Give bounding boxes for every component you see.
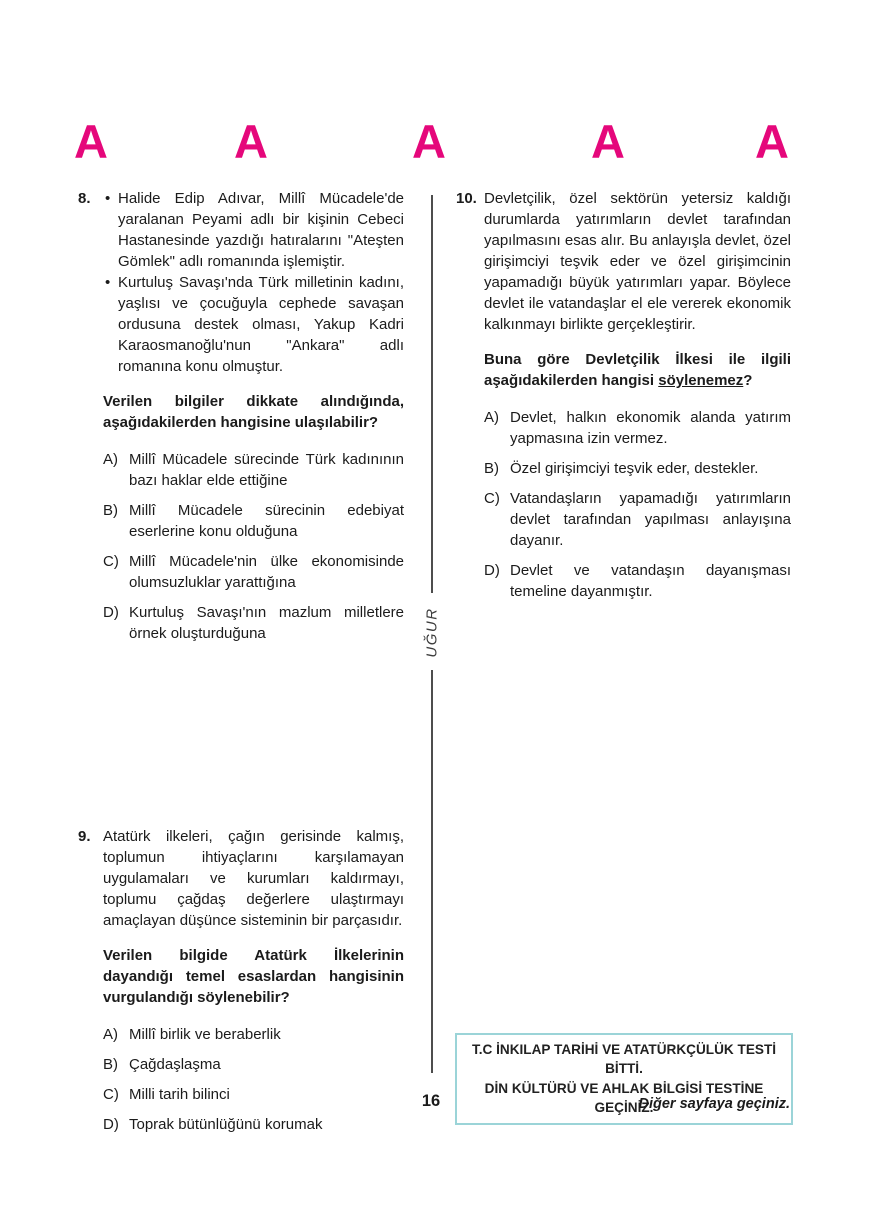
question-8-bullet-1	[103, 188, 404, 272]
option-label: A)	[484, 409, 499, 426]
question-10-number: 10.	[456, 190, 477, 207]
question-8-bullet-2	[103, 272, 404, 377]
booklet-letter: A	[591, 115, 625, 168]
question-9-stem: Verilen bilgide Atatürk İlkelerinin dayandığı temel esaslardan hangisinin vurgulandığı söylenebilir?	[103, 947, 404, 1006]
option-row	[103, 449, 404, 491]
option-text: Vatandaşların yapamadığı yatırımların devlet tarafından yapılması anlayışına dayanır.	[510, 490, 791, 549]
option-row	[484, 458, 791, 479]
bullet-icon: •	[105, 190, 111, 207]
option-text: Toprak bütünlüğünü korumak	[129, 1116, 323, 1133]
question-10-paragraph: Devletçilik, özel sektörün yetersiz kaldığı durumlarda yatırımların devlet tarafından yapılmasını esas alır. Bu anlayışla devlet, özel girişimciyi teşvik eder ve özel girişimcinin yapamadığı büyük yatırımları yapar. Böylece devlet ile vatandaşlar el ele vererek ekonomik kalkınmayı birlikte gerçekleştirir.	[484, 190, 791, 333]
option-text: Millî Mücadele sürecinde Türk kadınının bazı haklar elde ettiğine	[129, 451, 404, 489]
option-text: Çağdaşlaşma	[129, 1056, 221, 1073]
option-text: Kurtuluş Savaşı'nın mazlum milletlere örnek oluşturduğuna	[129, 604, 404, 642]
option-row	[103, 551, 404, 593]
option-label: D)	[484, 562, 500, 579]
question-9-options	[103, 1024, 404, 1135]
question-8-bullet-2-text: Kurtuluş Savaşı'nda Türk milletinin kadını, yaşlısı ve çocuğuyla cephede savaşan ordusuna destek olması, Yakup Kadri Karaosmanoğlu'nun "Ankara" adlı romanına konu olmuştur.	[118, 274, 404, 375]
column-divider-bottom	[431, 670, 433, 1073]
booklet-letter: A	[412, 115, 446, 168]
option-label: A)	[103, 451, 118, 468]
option-row	[484, 560, 791, 602]
question-10-stem	[484, 349, 791, 391]
column-divider-top	[431, 195, 433, 593]
option-text: Millî Mücadele'nin ülke ekonomisinde olumsuzluklar yarattığına	[129, 553, 404, 591]
option-row	[103, 1084, 404, 1105]
stem-underlined-word: söylenemez	[658, 372, 744, 389]
booklet-letter: A	[234, 115, 268, 168]
question-8-bullet-1-text: Halide Edip Adıvar, Millî Mücadele'de yaralanan Peyami adlı bir kişinin Cebeci Hastanesinde yazdığı hatıralarını "Ateşten Gömlek" adlı romanında işlemiştir.	[118, 190, 404, 270]
option-text: Devlet ve vatandaşın dayanışması temeline dayanmıştır.	[510, 562, 791, 600]
publisher-watermark-text: UĞUR	[423, 606, 441, 658]
question-8-options	[103, 449, 404, 644]
publisher-watermark	[408, 596, 456, 668]
option-row	[103, 1114, 404, 1135]
question-8-number: 8.	[78, 190, 91, 207]
stem-text: ?	[743, 372, 753, 389]
question-9-paragraph: Atatürk ilkeleri, çağın gerisinde kalmış, toplumun ihtiyaçlarını karşılamayan uygulamaları ve kurumları kaldırmayı, toplumu çağdaş değerlere ulaştırmayı amaçlayan düşünce sisteminin bir parçasıdır.	[103, 828, 404, 929]
question-8-stem: Verilen bilgiler dikkate alındığında, aşağıdakilerden hangisine ulaşılabilir?	[103, 393, 404, 431]
booklet-letter: A	[74, 115, 108, 168]
option-text: Millî Mücadele sürecinin edebiyat eserlerine konu olduğuna	[129, 502, 404, 540]
option-label: A)	[103, 1026, 118, 1043]
notice-line-2: DİN KÜLTÜRÜ VE AHLAK BİLGİSİ TESTİNE GEÇİNİZ.	[484, 1080, 764, 1115]
booklet-letter: A	[755, 115, 789, 168]
question-10-options	[484, 407, 791, 602]
option-label: C)	[103, 553, 119, 570]
option-text: Özel girişimciyi teşvik eder, destekler.	[510, 460, 759, 477]
option-row	[484, 488, 791, 551]
option-label: B)	[484, 460, 499, 477]
option-row	[103, 1024, 404, 1045]
option-text: Millî birlik ve beraberlik	[129, 1026, 281, 1043]
question-9-number: 9.	[78, 828, 91, 845]
bullet-icon: •	[105, 274, 111, 291]
option-label: D)	[103, 604, 119, 621]
option-text: Devlet, halkın ekonomik alanda yatırım yapmasına izin vermez.	[510, 409, 791, 447]
option-text: Milli tarih bilinci	[129, 1086, 230, 1103]
option-label: D)	[103, 1116, 119, 1133]
option-row	[103, 500, 404, 542]
option-label: C)	[484, 490, 500, 507]
question-9	[78, 826, 404, 1144]
stem-text: Buna göre Devletçilik İlkesi ile ilgili aşağıdakilerden hangisi	[484, 351, 791, 389]
notice-line-1: T.C İNKILAP TARİHİ VE ATATÜRKÇÜLÜK TESTİ BİTTİ.	[471, 1042, 777, 1077]
footer-note: Diğer sayfaya geçiniz.	[638, 1096, 790, 1112]
option-label: C)	[103, 1086, 119, 1103]
option-row	[103, 602, 404, 644]
question-8	[78, 188, 404, 653]
option-row	[103, 1054, 404, 1075]
option-row	[484, 407, 791, 449]
option-label: B)	[103, 1056, 118, 1073]
page-number: 16	[421, 1092, 441, 1110]
question-10	[456, 188, 791, 611]
option-label: B)	[103, 502, 118, 519]
